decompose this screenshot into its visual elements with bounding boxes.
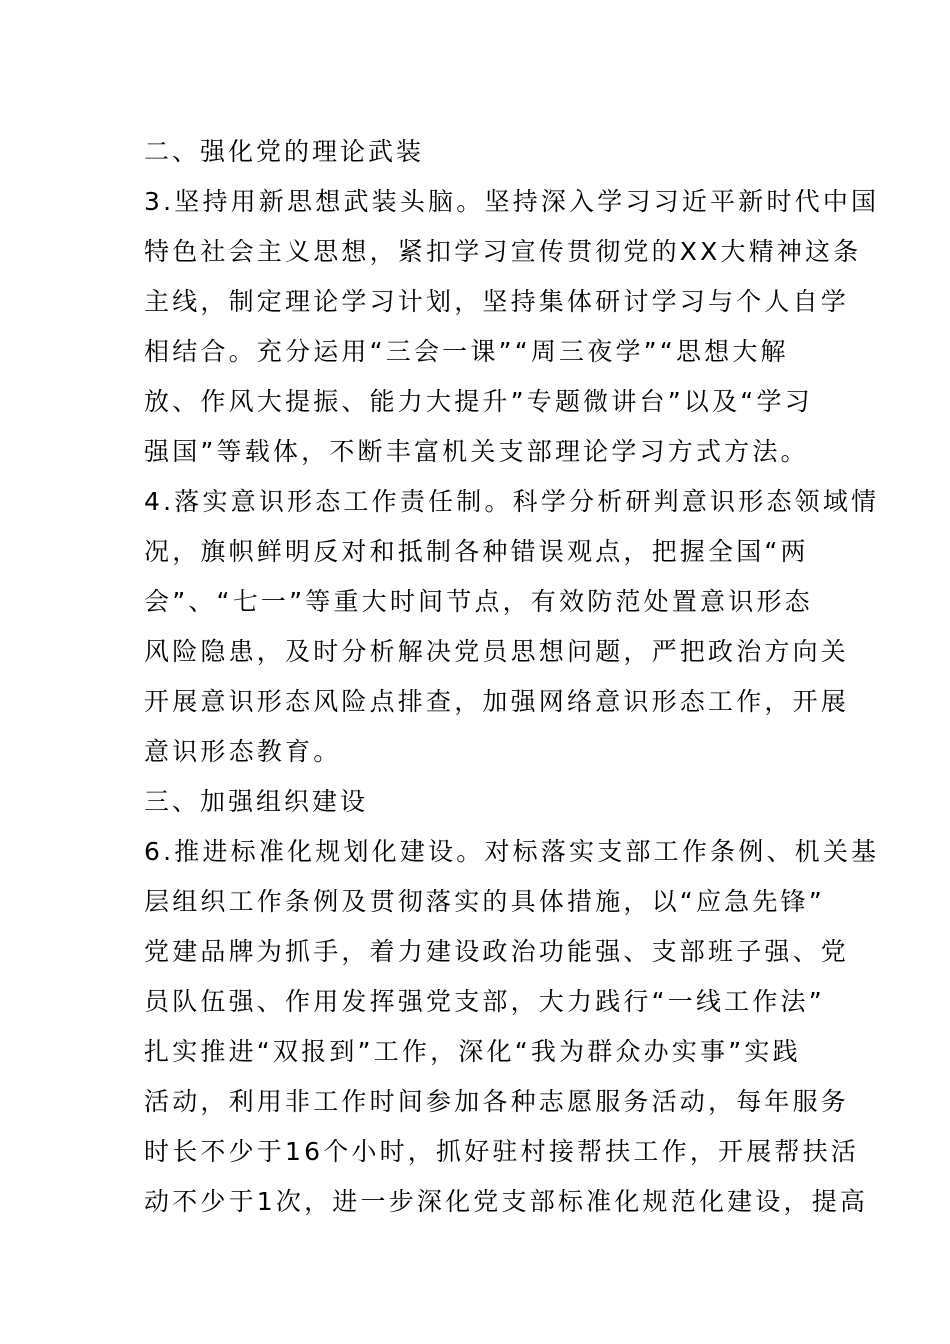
paragraph-6-line-5: 扎实推进“双报到”工作，深化“我为群众办实事”实践 <box>144 1037 801 1066</box>
paragraph-4-line-5: 开展意识形态风险点排查，加强网络意识形态工作，开展 <box>144 687 850 716</box>
paragraph-4-line-3: 会”、“七一”等重大时间节点，有效防范处置意识形态 <box>144 587 813 616</box>
paragraph-4-line-6: 意识形态教育。 <box>144 737 342 766</box>
paragraph-4-line-2: 况，旗帜鲜明反对和抵制各种错误观点，把握全国“两 <box>144 537 809 566</box>
paragraph-3-line-4: 相结合。充分运用“三会一课”“周三夜学”“思想大解 <box>144 337 789 366</box>
section-heading-3: 三、加强组织建设 <box>144 787 369 816</box>
paragraph-6-line-4: 员队伍强、作用发挥强党支部，大力践行“一线工作法” <box>144 987 825 1016</box>
paragraph-3-line-5: 放、作风大提振、能力大提升”专题微讲台”以及“学习 <box>144 387 813 416</box>
paragraph-6-line-7: 时长不少于16个小时，抓好驻村接帮扶工作，开展帮扶活 <box>144 1137 860 1166</box>
paragraph-6-line-1: 6.推进标准化规划化建设。对标落实支部工作条例、机关基 <box>144 837 880 866</box>
paragraph-6-line-8: 动不少于1次，进一步深化党支部标准化规范化建设，提高 <box>144 1187 869 1216</box>
section-heading-2: 二、强化党的理论武装 <box>144 137 425 166</box>
paragraph-6-line-3: 党建品牌为抓手，着力建设政治功能强、支部班子强、党 <box>144 937 850 966</box>
paragraph-3-line-2: 特色社会主义思想，紧扣学习宣传贯彻党的XX大精神这条 <box>144 237 862 266</box>
paragraph-4-line-1: 4.落实意识形态工作责任制。科学分析研判意识形态领域情 <box>144 487 880 516</box>
paragraph-3-line-3: 主线，制定理论学习计划，坚持集体研讨学习与个人自学 <box>144 287 850 316</box>
paragraph-4-line-4: 风险隐患，及时分析解决党员思想问题，严把政治方向关 <box>144 637 850 666</box>
paragraph-3-line-6: 强国”等载体，不断丰富机关支部理论学习方式方法。 <box>144 437 809 466</box>
paragraph-6-line-2: 层组织工作条例及贯彻落实的具体措施，以“应急先锋” <box>144 887 825 916</box>
paragraph-3-line-1: 3.坚持用新思想武装头脑。坚持深入学习习近平新时代中国 <box>144 187 880 216</box>
paragraph-6-line-6: 活动，利用非工作时间参加各种志愿服务活动，每年服务 <box>144 1087 850 1116</box>
